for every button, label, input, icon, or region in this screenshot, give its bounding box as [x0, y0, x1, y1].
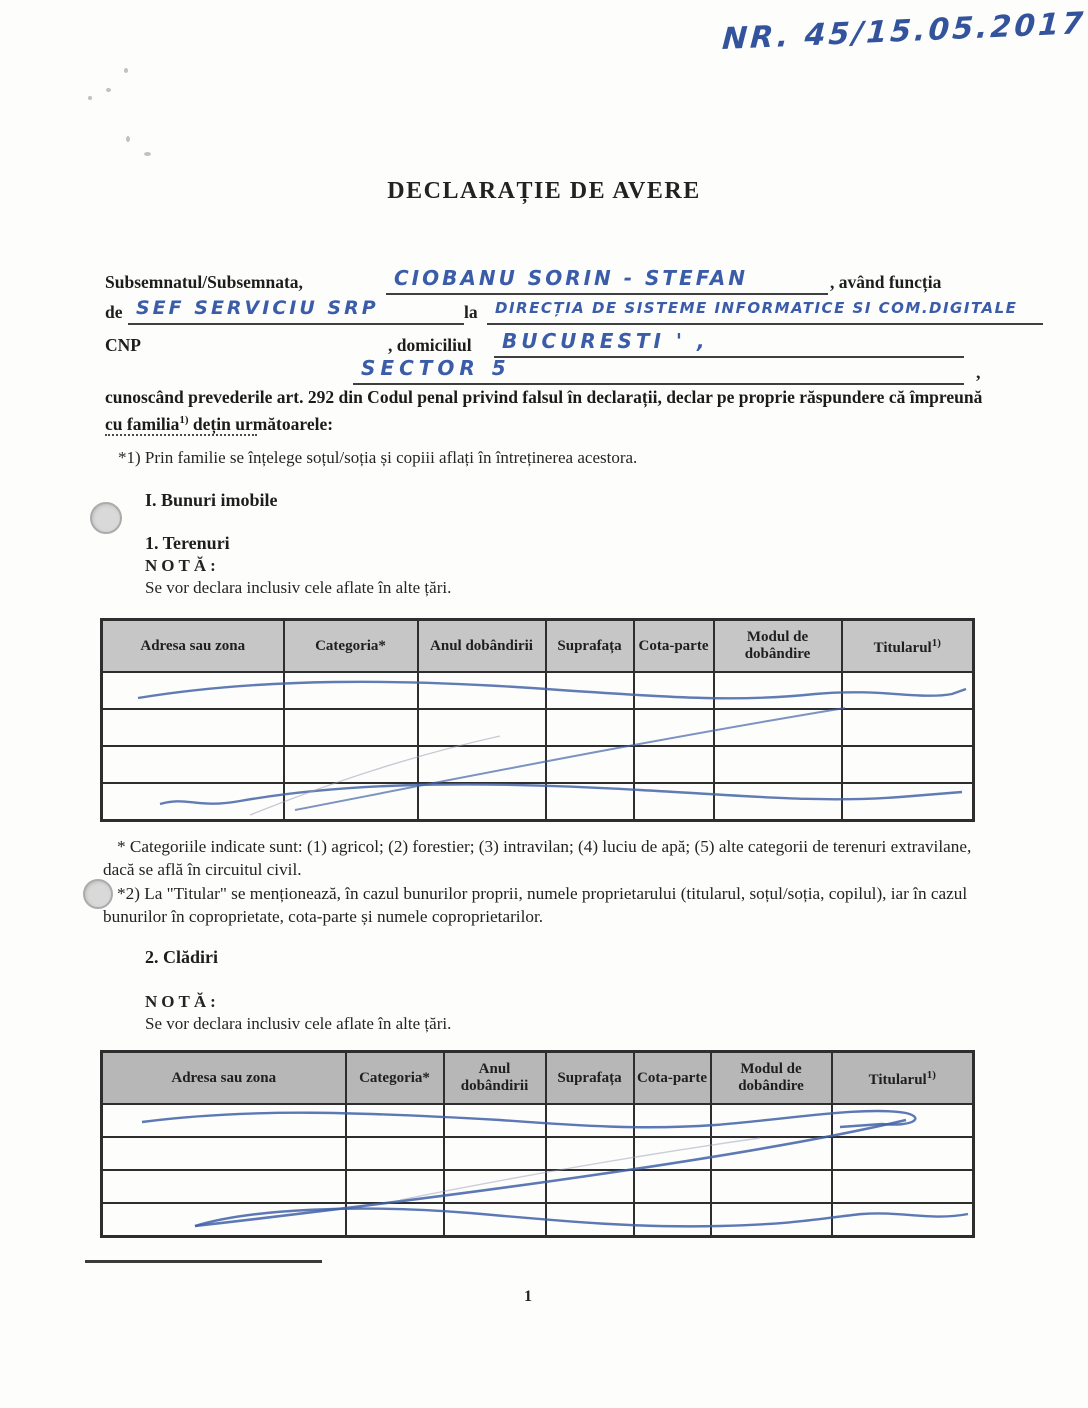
handwritten-function: SEF SERVICIU SRP [136, 297, 379, 319]
col-categoria: Categoria* [284, 620, 418, 673]
dotted-divider [105, 426, 257, 436]
col-titular [832, 1052, 974, 1105]
name-field [386, 266, 828, 295]
empty-cell [102, 672, 284, 709]
col-titular-sup: 1) [931, 637, 941, 649]
empty-cell [102, 1170, 346, 1203]
footnote-categories: * Categoriile indicate sunt: (1) agricol; (2) forestier; (3) intravilan; (4) luciu de apă; (5) alte categorii de terenuri extravilane, dacă se află în circuitul civil. [103, 837, 972, 879]
institution-field [487, 296, 1043, 325]
empty-cell [102, 1104, 346, 1137]
footnote-titular: *2) La "Titular" se menționează, în cazul bunurilor proprii, numele proprietarului (titularul, soțul/soția, copilul), iar în cazul bunurilor în coproprietate, cota-parte și numele coproprietarilor. [103, 884, 968, 926]
handwritten-name: CIOBANU SORIN - STEFAN [394, 266, 749, 290]
table-row [102, 1170, 974, 1203]
table-row [102, 1137, 974, 1170]
label-avand-functia: , având funcția [830, 272, 942, 292]
terenuri-header-row [102, 620, 974, 673]
col-adresa: Adresa sau zona [102, 1052, 346, 1105]
col-cota: Cota-parte [634, 620, 714, 673]
empty-cell [102, 783, 284, 821]
col-categoria: Categoria* [346, 1052, 444, 1105]
label-subsemnatul: Subsemnatul/Subsemnata, [105, 272, 303, 292]
nota-label-1: NOTĂ: [145, 556, 220, 575]
section-bunuri-imobile: I. Bunuri imobile [145, 490, 278, 510]
col-anul: Anul dobândirii [444, 1052, 546, 1105]
col-suprafata: Suprafața [546, 620, 634, 673]
cladiri-table [100, 1050, 975, 1238]
col-titular-sup: 1) [926, 1069, 936, 1081]
footer-separator-line [85, 1260, 322, 1263]
punch-hole [90, 502, 122, 534]
oath-text-end: dețin următoarele: [188, 413, 334, 434]
page-title: DECLARAȚIE DE AVERE [387, 178, 701, 204]
section-cladiri: 2. Clădiri [145, 947, 219, 967]
domicile-field [494, 329, 964, 358]
page-number: 1 [524, 1288, 532, 1305]
empty-cell [102, 746, 284, 783]
domicile-field-line2 [353, 356, 964, 385]
handwritten-domicile-sector: SECTOR 5 [361, 356, 511, 380]
handwritten-registration-number: NR. 45/15.05.2017 [721, 5, 1088, 58]
table-row [102, 1104, 974, 1137]
label-la: la [464, 302, 478, 322]
terenuri-table [100, 618, 975, 822]
table-row [102, 1203, 974, 1237]
col-titular-label: Titularul [868, 1072, 927, 1088]
col-modul: Modul de dobândire [714, 620, 842, 673]
nota-label-2: NOTĂ: [145, 992, 220, 1011]
trailing-comma: , [976, 362, 981, 382]
nota-text-2: Se vor declara inclusiv cele aflate în alte țări. [145, 1014, 452, 1033]
scan-speck [144, 152, 151, 156]
col-anul: Anul dobândirii [418, 620, 546, 673]
empty-cell [102, 1203, 346, 1237]
table-row [102, 672, 974, 709]
handwritten-institution: DIRECȚIA DE SISTEME INFORMATICE SI COM.DIGITALE [495, 299, 1018, 317]
empty-cell [102, 709, 284, 746]
col-adresa: Adresa sau zona [102, 620, 284, 673]
empty-cell [102, 1137, 346, 1170]
label-de: de [105, 302, 123, 322]
label-domiciliul: , domiciliul [388, 335, 472, 355]
handwritten-domicile-city: BUCURESTI ' , [502, 329, 709, 353]
table-row [102, 783, 974, 821]
label-cnp: CNP [105, 335, 141, 355]
oath-superscript: 1) [179, 414, 189, 426]
table-row [102, 746, 974, 783]
family-footnote: *1) Prin familie se înțelege soțul/soția și copiii aflați în întreținerea acestora. [118, 448, 638, 467]
cladiri-table-wrap [100, 1050, 975, 1238]
scan-speck [124, 68, 128, 73]
col-titular [842, 620, 974, 673]
scan-speck [106, 88, 111, 92]
col-cota: Cota-parte [634, 1052, 711, 1105]
scan-speck [126, 136, 130, 142]
nota-text-1: Se vor declara inclusiv cele aflate în alte țări. [145, 578, 452, 597]
oath-text: cunoscând prevederile art. 292 din Codul penal privind falsul în declarații, declar pe proprie răspundere că împreună cu familia [105, 387, 983, 434]
terenuri-table-wrap [100, 618, 975, 822]
function-field [128, 296, 464, 325]
scan-speck [88, 96, 92, 100]
table-row [102, 709, 974, 746]
col-modul: Modul de dobândire [711, 1052, 832, 1105]
section-terenuri: 1. Terenuri [145, 533, 230, 553]
col-titular-label: Titularul [873, 640, 932, 656]
cladiri-header-row [102, 1052, 974, 1105]
col-suprafata: Suprafața [546, 1052, 634, 1105]
